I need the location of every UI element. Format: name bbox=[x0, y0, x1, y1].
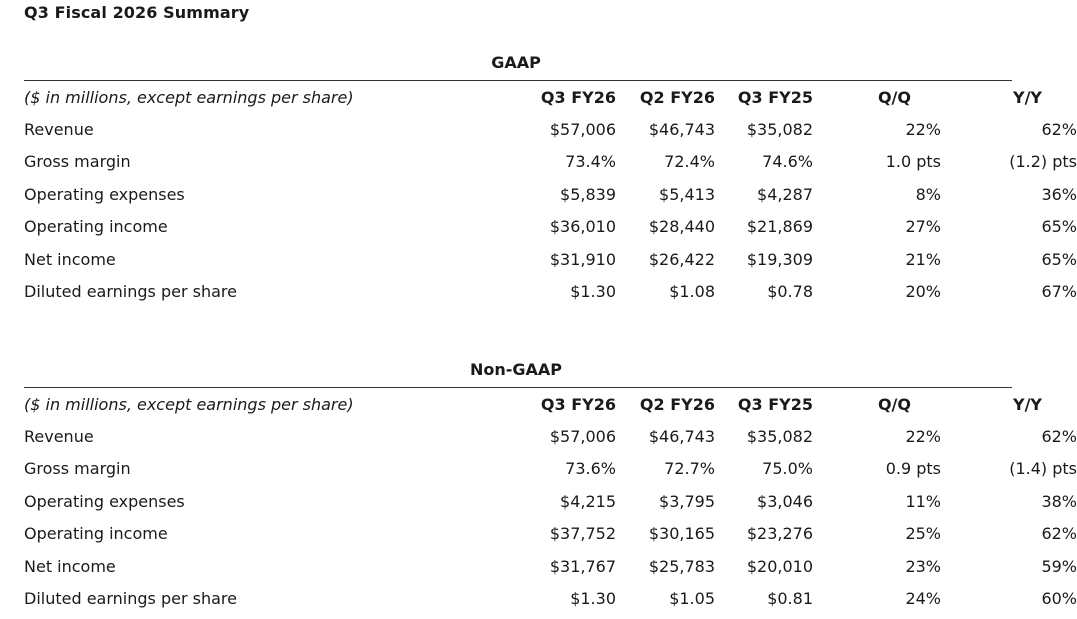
cell-q3fy25: $0.78 bbox=[767, 282, 813, 302]
cell-yy: 38% bbox=[1041, 491, 1077, 511]
table-row bbox=[24, 243, 1077, 275]
cell-q3fy25: 75.0% bbox=[762, 459, 813, 479]
page-title: Q3 Fiscal 2026 Summary bbox=[24, 3, 250, 22]
cell-qq: 25% bbox=[905, 524, 941, 544]
cell-q3fy25: $20,010 bbox=[746, 556, 813, 576]
cell-q3fy26: $31,910 bbox=[549, 249, 616, 269]
column-header-q3fy25: Q3 FY25 bbox=[737, 394, 813, 414]
section-heading-label: GAAP bbox=[491, 53, 541, 72]
gaap-section bbox=[24, 52, 1077, 308]
cell-q2fy26: $5,413 bbox=[659, 184, 715, 204]
cell-qq: 24% bbox=[905, 589, 941, 609]
row-label: Operating income bbox=[24, 524, 168, 544]
column-header-q3fy26: Q3 FY26 bbox=[540, 394, 616, 414]
cell-q3fy26: $36,010 bbox=[549, 217, 616, 237]
section-heading-label: Non-GAAP bbox=[469, 360, 563, 379]
cell-yy: 59% bbox=[1041, 556, 1077, 576]
table-header-row bbox=[24, 388, 1077, 420]
column-header-q2fy26: Q2 FY26 bbox=[639, 394, 715, 414]
row-label: Net income bbox=[24, 249, 116, 269]
table-row bbox=[24, 485, 1077, 517]
cell-q3fy26: $4,215 bbox=[560, 491, 616, 511]
cell-q2fy26: 72.4% bbox=[664, 152, 715, 172]
cell-q2fy26: $26,422 bbox=[648, 249, 715, 269]
row-label: Revenue bbox=[24, 120, 94, 140]
cell-q3fy26: $1.30 bbox=[570, 282, 616, 302]
row-label: Revenue bbox=[24, 427, 94, 447]
cell-yy: 65% bbox=[1041, 217, 1077, 237]
cell-q3fy26: $1.30 bbox=[570, 589, 616, 609]
cell-q3fy25: $3,046 bbox=[757, 491, 813, 511]
row-label: Operating expenses bbox=[24, 491, 185, 511]
table-header-row bbox=[24, 81, 1077, 113]
cell-yy: (1.4) pts bbox=[1009, 459, 1077, 479]
gaap-table bbox=[24, 81, 1077, 308]
cell-q2fy26: $3,795 bbox=[659, 491, 715, 511]
cell-q3fy25: $19,309 bbox=[746, 249, 813, 269]
non-gaap-table bbox=[24, 388, 1077, 615]
table-row bbox=[24, 146, 1077, 178]
cell-q3fy26: $31,767 bbox=[549, 556, 616, 576]
cell-q3fy25: $4,287 bbox=[757, 184, 813, 204]
cell-qq: 21% bbox=[905, 249, 941, 269]
section-heading bbox=[24, 52, 1012, 80]
cell-q3fy25: $0.81 bbox=[767, 589, 813, 609]
cell-q3fy25: $35,082 bbox=[746, 120, 813, 140]
cell-q3fy25: $23,276 bbox=[746, 524, 813, 544]
cell-q3fy26: 73.4% bbox=[565, 152, 616, 172]
cell-q3fy26: $57,006 bbox=[549, 120, 616, 140]
row-label: Net income bbox=[24, 556, 116, 576]
cell-yy: 60% bbox=[1041, 589, 1077, 609]
column-header-label: ($ in millions, except earnings per share) bbox=[24, 87, 354, 107]
column-header-label: ($ in millions, except earnings per share) bbox=[24, 394, 354, 414]
column-header-yy: Y/Y bbox=[1012, 394, 1042, 414]
cell-q2fy26: $30,165 bbox=[648, 524, 715, 544]
cell-q3fy25: $21,869 bbox=[746, 217, 813, 237]
table-row bbox=[24, 178, 1077, 210]
cell-yy: 67% bbox=[1041, 282, 1077, 302]
cell-qq: 1.0 pts bbox=[885, 152, 941, 172]
column-header-qq: Q/Q bbox=[877, 87, 911, 107]
cell-qq: 0.9 pts bbox=[885, 459, 941, 479]
cell-q3fy26: $5,839 bbox=[560, 184, 616, 204]
cell-yy: 65% bbox=[1041, 249, 1077, 269]
non-gaap-section bbox=[24, 359, 1077, 615]
row-label: Operating expenses bbox=[24, 184, 185, 204]
cell-yy: (1.2) pts bbox=[1009, 152, 1077, 172]
cell-qq: 23% bbox=[905, 556, 941, 576]
cell-yy: 62% bbox=[1041, 427, 1077, 447]
cell-yy: 62% bbox=[1041, 120, 1077, 140]
table-row bbox=[24, 582, 1077, 614]
cell-qq: 22% bbox=[905, 427, 941, 447]
cell-q2fy26: $46,743 bbox=[648, 120, 715, 140]
row-label: Gross margin bbox=[24, 152, 131, 172]
table-row bbox=[24, 113, 1077, 145]
row-label: Operating income bbox=[24, 217, 168, 237]
column-header-qq: Q/Q bbox=[877, 394, 911, 414]
cell-q2fy26: $28,440 bbox=[648, 217, 715, 237]
cell-qq: 20% bbox=[905, 282, 941, 302]
cell-q3fy25: $35,082 bbox=[746, 427, 813, 447]
table-row bbox=[24, 420, 1077, 452]
cell-qq: 22% bbox=[905, 120, 941, 140]
cell-q3fy26: $57,006 bbox=[549, 427, 616, 447]
table-row bbox=[24, 453, 1077, 485]
column-header-q3fy25: Q3 FY25 bbox=[737, 87, 813, 107]
cell-qq: 11% bbox=[905, 491, 941, 511]
cell-q2fy26: $1.08 bbox=[669, 282, 715, 302]
cell-q2fy26: $1.05 bbox=[669, 589, 715, 609]
row-label: Diluted earnings per share bbox=[24, 589, 237, 609]
table-row bbox=[24, 275, 1077, 307]
cell-qq: 27% bbox=[905, 217, 941, 237]
row-label: Gross margin bbox=[24, 459, 131, 479]
cell-q3fy25: 74.6% bbox=[762, 152, 813, 172]
table-row bbox=[24, 550, 1077, 582]
cell-q2fy26: $46,743 bbox=[648, 427, 715, 447]
cell-yy: 62% bbox=[1041, 524, 1077, 544]
table-row bbox=[24, 518, 1077, 550]
column-header-q2fy26: Q2 FY26 bbox=[639, 87, 715, 107]
cell-qq: 8% bbox=[915, 184, 941, 204]
section-heading bbox=[24, 359, 1012, 387]
cell-q3fy26: $37,752 bbox=[549, 524, 616, 544]
cell-q2fy26: 72.7% bbox=[664, 459, 715, 479]
column-header-q3fy26: Q3 FY26 bbox=[540, 87, 616, 107]
cell-yy: 36% bbox=[1041, 184, 1077, 204]
cell-q2fy26: $25,783 bbox=[648, 556, 715, 576]
cell-q3fy26: 73.6% bbox=[565, 459, 616, 479]
column-header-yy: Y/Y bbox=[1012, 87, 1042, 107]
row-label: Diluted earnings per share bbox=[24, 282, 237, 302]
table-row bbox=[24, 211, 1077, 243]
